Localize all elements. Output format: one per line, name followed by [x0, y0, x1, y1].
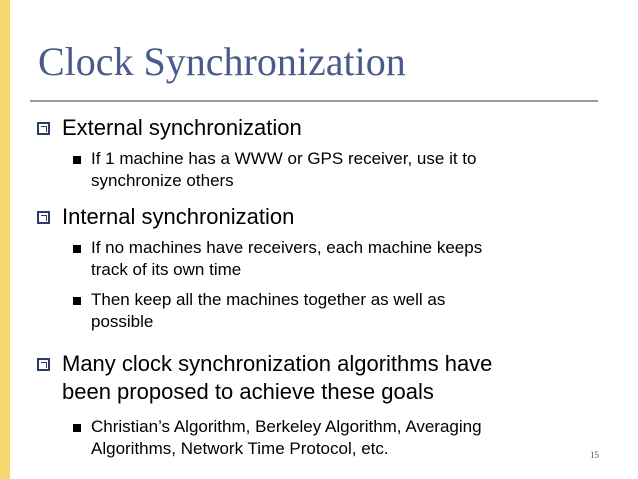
filled-square-bullet-icon	[73, 156, 81, 164]
bullet-2-sub-2-line-1: Then keep all the machines together as well as	[91, 290, 446, 309]
bullet-2-line-1: Internal synchronization	[62, 204, 295, 229]
bullet-3-line-1: Many clock synchronization algorithms have	[62, 351, 493, 376]
bullet-1-sub-1-line-1: If 1 machine has a WWW or GPS receiver, use it to	[91, 149, 477, 168]
square-bullet-icon	[37, 358, 50, 371]
bullet-3-sub-1-line-1: Christian’s Algorithm, Berkeley Algorithm, Averaging	[91, 417, 482, 436]
square-bullet-icon	[37, 122, 50, 135]
filled-square-bullet-icon	[73, 424, 81, 432]
bullet-2-sub-1-line-2: track of its own time	[91, 260, 242, 279]
bullet-1-sub-1-line-2: synchronize others	[91, 171, 234, 190]
bullet-3-sub-1-line-2: Algorithms, Network Time Protocol, etc.	[91, 439, 389, 458]
bullet-1-line-1: External synchronization	[62, 115, 302, 140]
slide-title: Clock Synchronization	[38, 39, 406, 84]
square-bullet-icon	[37, 211, 50, 224]
bullet-3-line-2: been proposed to achieve these goals	[62, 379, 434, 404]
filled-square-bullet-icon	[73, 245, 81, 253]
page-number: 15	[590, 450, 599, 460]
bullet-2-sub-1-line-1: If no machines have receivers, each machine keeps	[91, 238, 483, 257]
bullet-2-sub-2-line-2: possible	[91, 312, 154, 331]
filled-square-bullet-icon	[73, 297, 81, 305]
